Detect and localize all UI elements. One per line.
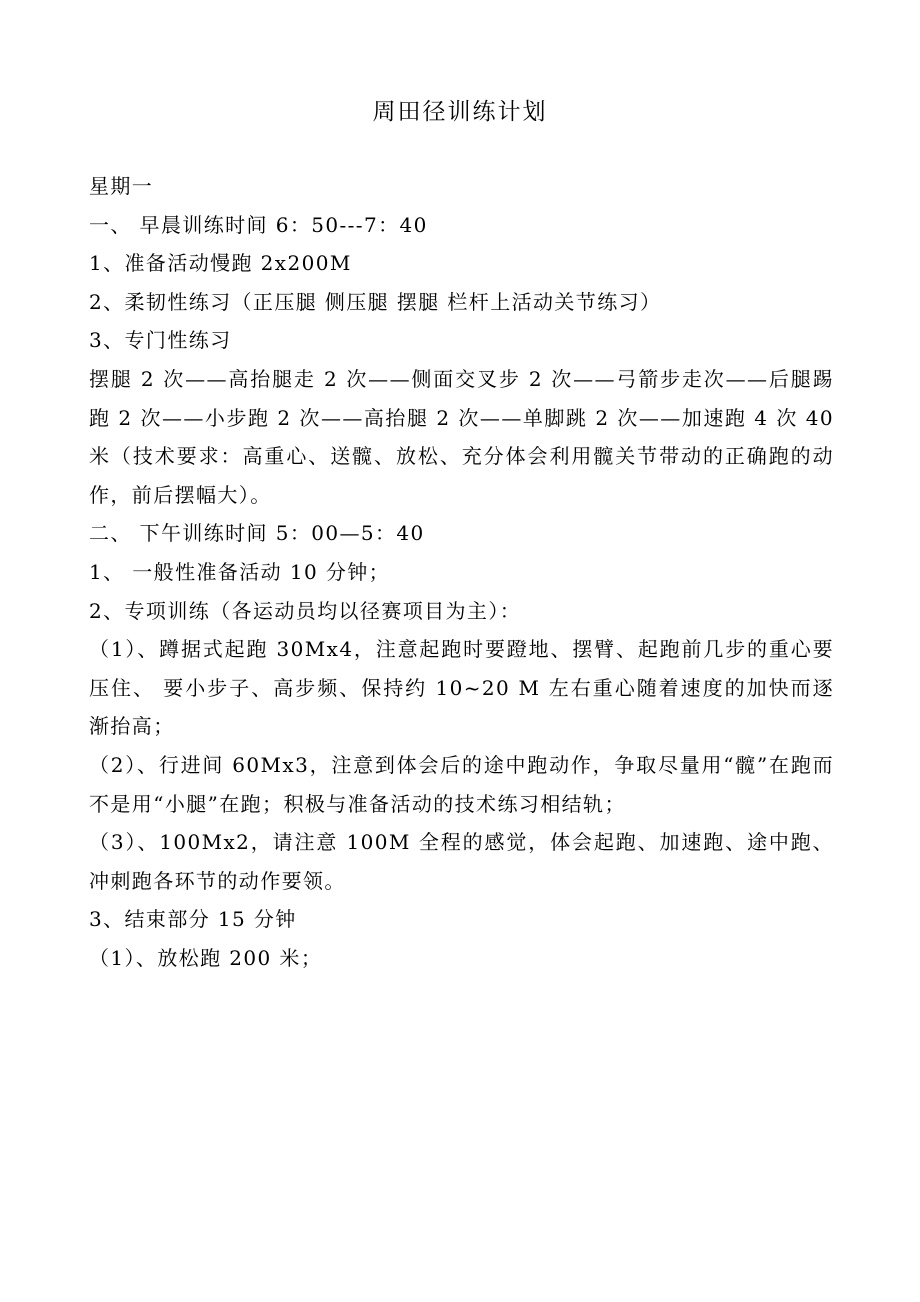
training-detail-2: （2）、行进间 60Mx3，注意到体会后的途中跑动作，争取尽量用“髋”在跑而不是用“小腿”在跑；积极与准备活动的技术练习相结轨； xyxy=(89,752,834,816)
afternoon-item-general-warmup: 1、 一般性准备活动 10 分钟； xyxy=(89,559,391,584)
document-title: 周田径训练计划 xyxy=(372,99,548,125)
morning-item-warmup: 1、准备活动慢跑 2x200M xyxy=(89,251,352,276)
morning-item-special: 3、专门性练习 xyxy=(89,328,232,353)
afternoon-item-cooldown: 3、结束部分 15 分钟 xyxy=(89,907,297,932)
afternoon-item-special-training: 2、专项训练（各运动员均以径赛项目为主）： xyxy=(89,598,522,623)
cooldown-detail-1: （1）、放松跑 200 米； xyxy=(89,945,323,970)
morning-item-flexibility: 2、柔韧性练习（正压腿 侧压腿 摆腿 栏杆上活动关节练习） xyxy=(89,289,662,314)
document-body xyxy=(89,167,834,977)
training-detail-1: （1）、蹲据式起跑 30Mx4，注意起跑时要蹬地、摆臂、起跑前几步的重心要压住、 要小步子、高步频、保持约 10~20 M 左右重心随着速度的加快而逐渐抬高； xyxy=(89,637,834,739)
day-heading: 星期一 xyxy=(89,174,154,198)
training-detail-3: （3）、100Mx2，请注意 100M 全程的感觉，体会起跑、加速跑、途中跑、冲刺跑各环节的动作要领。 xyxy=(89,830,834,893)
section-heading-morning: 一、 早晨训练时间 6：50---7：40 xyxy=(89,212,428,237)
drill-sequence-paragraph: 摆腿 2 次——高抬腿走 2 次——侧面交叉步 2 次——弓箭步走次——后腿踢跑 2 次——小步跑 2 次——高抬腿 2 次——单脚跳 2 次——加速跑 4 次 40 米（技术要求：高重心、送髋、放松、充分体会利用髋关节带动的正确跑的动作，前后摆幅大）。 xyxy=(89,366,834,507)
section-heading-afternoon: 二、 下午训练时间 5：00—5：40 xyxy=(89,521,425,546)
